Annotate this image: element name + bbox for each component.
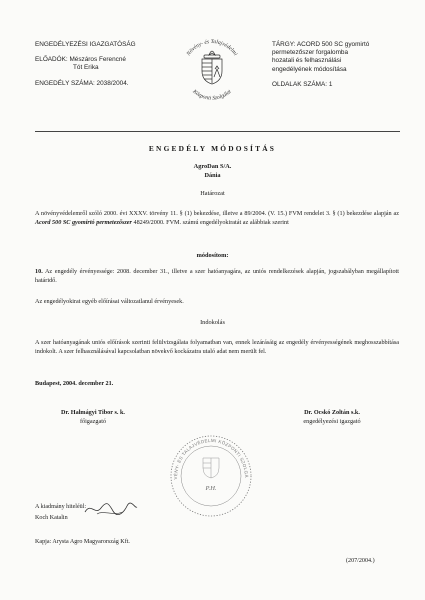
signer-right-role: engedélyezési igazgató <box>303 418 361 426</box>
company-name: AgroDan S/A. <box>193 163 232 170</box>
other-conditions: Az engedélyokirat egyéb előírásai változatlanul érvényesek. <box>35 298 184 305</box>
signer-left-name: Dr. Halmágyi Tibor s. k. <box>61 409 125 416</box>
subject-line-2: permetezőszer forgalomba <box>272 49 349 57</box>
presenter-2: Tót Erika <box>73 64 99 72</box>
certified-label: A kiadmány hiteléül: <box>35 504 87 510</box>
header-right <box>272 41 407 89</box>
reference-number: (207/2004.) <box>346 558 375 564</box>
certified-name: Koch Katalin <box>35 515 68 521</box>
document-title: ENGEDÉLY MÓDOSÍTÁS <box>148 144 277 153</box>
header-divider <box>35 131 400 132</box>
subject-line-3: hozatali és felhasználási <box>272 57 342 65</box>
stamp-label: P.H. <box>205 485 217 492</box>
point-10-number: 10. <box>35 268 43 275</box>
signer-right-name: Dr. Ocskó Zoltán s.k. <box>304 409 360 416</box>
modified-heading: módosítom: <box>196 252 229 259</box>
authority-name: ENGEDÉLYEZÉSI IGAZGATÓSÁG <box>35 41 136 48</box>
point-10 <box>35 267 399 286</box>
permit-number: ENGEDÉLY SZÁMA: 2038/2004. <box>35 79 129 87</box>
product-name: Acord 500 SC gyomirtó permetezőszer <box>35 219 132 227</box>
official-stamp-icon <box>167 428 255 518</box>
signature-left <box>33 408 153 427</box>
svg-text:Növény- és Talajvédelmi: Növény- és Talajvédelmi <box>185 39 239 58</box>
issue-date: Budapest, 2004. december 21. <box>35 380 114 387</box>
presenters-label: ELŐADÓK: <box>35 56 68 64</box>
page-count: OLDALAK SZÁMA: 1 <box>272 80 333 88</box>
company-country: Dánia <box>204 172 221 179</box>
subject-line-1: TÁRGY: ACORD 500 SC gyomirtó <box>272 41 370 48</box>
signature-right <box>262 408 402 427</box>
point-10-text: Az engedély érvényessége: 2008. december 31., illetve a szer hatóanyagára, az uniós rendelkezések alapján, jogszabályban megállapított határidő. <box>35 268 399 285</box>
presenters-line <box>35 56 175 64</box>
decision-paragraph <box>35 209 399 228</box>
recipient: Kapja: Arysta Agro Magyarország Kft. <box>35 539 130 545</box>
handwritten-signature-icon <box>83 500 138 518</box>
svg-text:Központi Szolgálat: Központi Szolgálat <box>191 88 233 102</box>
decision-heading: Határozat <box>200 190 225 197</box>
subject-line-4: engedélyének módosítása <box>272 65 347 73</box>
svg-text:NÖVÉNY- ÉS TALAJVÉDELMI KÖZPON: VÉNY- ÉS TALAJVÉDELMI KÖZPONTI SZOLGÁ <box>172 437 250 480</box>
signer-left-role: főigazgató <box>79 418 107 426</box>
ministry-seal-icon <box>178 33 246 109</box>
reasoning-paragraph: A szer hatóanyagának uniós előírások szerinti felülvizsgálata folyamatban van, ennek lezárásáig az engedély érvényességének meghosszabbítása indokolt. A szer felhasználásával kapcsolatban növekvő kockázatra utaló adat nem merült fel. <box>35 339 399 356</box>
reasoning-heading: Indokolás <box>200 319 225 326</box>
header-left <box>35 41 175 88</box>
presenter-1: Mészáros Ferencné <box>69 56 126 64</box>
decision-text-1: A növényvédelemről szóló 2000. évi XXXV. törvény 11. § (1) bekezdése, illetve a 89/2004. (V. 15.) FVM rendelet 3. § (1) bekezdése alapján az <box>35 210 399 217</box>
decision-text-2: 48249/2000. FVM. számú engedélyokiratát az alábbiak szerint <box>131 219 289 227</box>
